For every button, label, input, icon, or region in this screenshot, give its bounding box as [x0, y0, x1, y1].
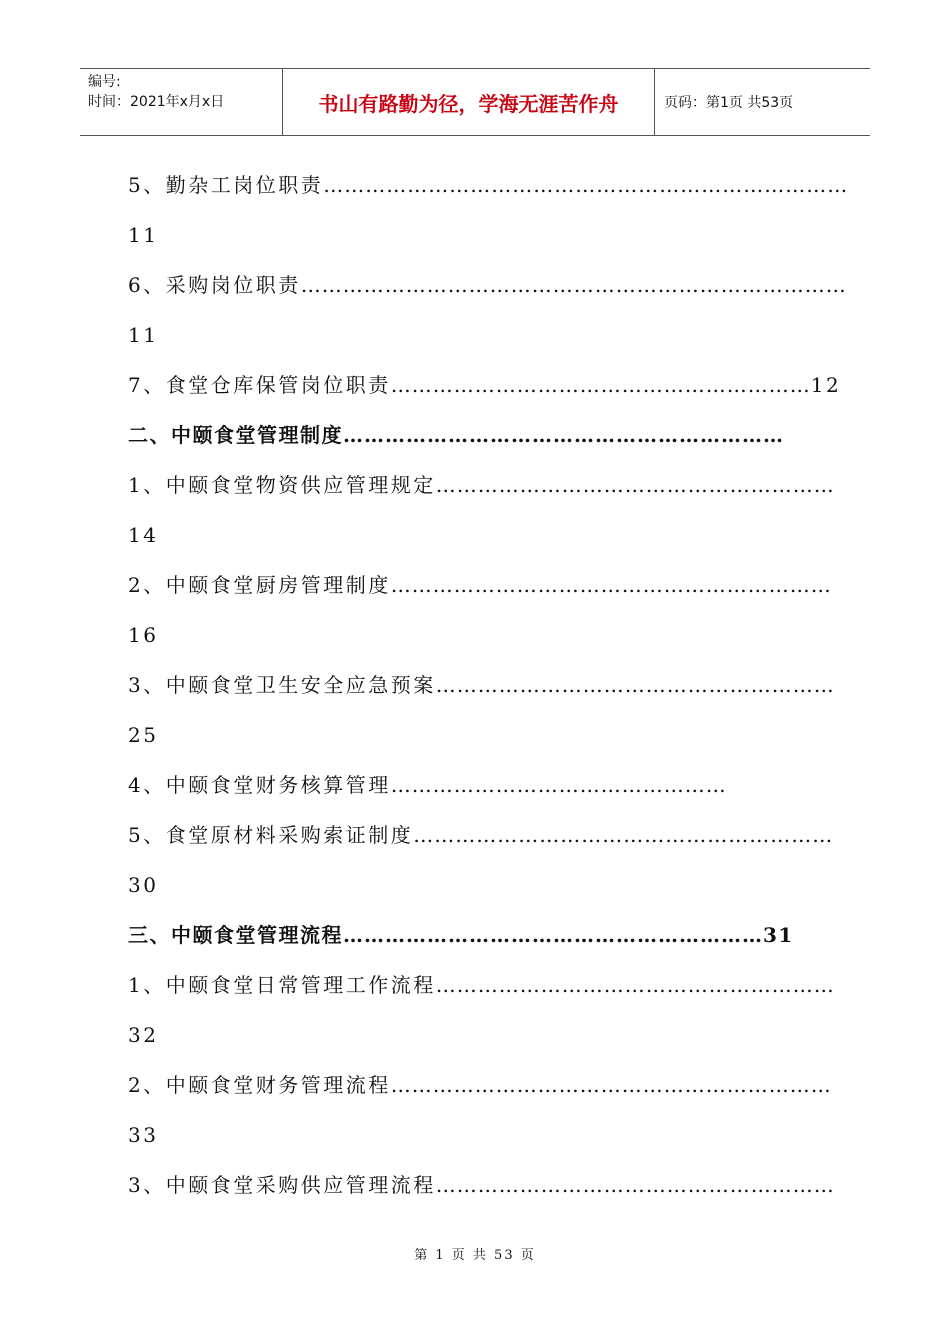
time-label: 时间：2021年x月x日: [88, 94, 225, 110]
toc-leader-dots: …………………………………………: [390, 773, 727, 797]
toc-entry: [128, 660, 835, 710]
toc-entry: [128, 710, 828, 760]
header-page-info: 页码：第1页 共53页: [664, 95, 794, 111]
toc-entry: [128, 760, 828, 810]
toc-page-number: 31: [763, 923, 794, 947]
toc-entry: [128, 460, 835, 510]
toc-entry: [128, 360, 842, 410]
toc-entry-text: 5、食堂原材料采购索证制度: [128, 823, 414, 847]
toc-entry: [128, 910, 828, 960]
toc-entry-text: 32: [128, 1023, 159, 1047]
page-header: [80, 68, 870, 136]
toc-leader-dots: …………………………………………………: [435, 973, 835, 997]
toc-entry-text: 25: [128, 723, 159, 747]
toc-entry-text: 33: [128, 1123, 159, 1147]
toc-entry-text: 1、中颐食堂物资供应管理规定: [128, 473, 436, 497]
toc-leader-dots: ……………………………………………………: [413, 823, 834, 847]
toc-leader-dots: ………………………………………………………: [390, 573, 832, 597]
toc-entry-text: 7、食堂仓库保管岗位职责: [128, 373, 391, 397]
toc-entry-text: 14: [128, 523, 159, 547]
toc-entry-text: 11: [128, 323, 159, 347]
toc-entry: [128, 160, 849, 210]
toc-leader-dots: ………………………………………………………: [343, 423, 784, 447]
toc-leader-dots: ……………………………………………………: [390, 373, 811, 397]
toc-entry-text: 4、中颐食堂财务核算管理: [128, 773, 391, 797]
toc-leader-dots: …………………………………………………: [435, 673, 835, 697]
toc-page-number: 12: [810, 373, 842, 397]
toc-entry: [128, 260, 847, 310]
number-label: 编号:: [88, 74, 121, 90]
toc-leader-dots: ……………………………………………………………………: [300, 273, 847, 297]
toc-entry: [128, 960, 835, 1010]
toc-entry: [128, 810, 834, 860]
toc-entry: [128, 1110, 828, 1160]
toc-entry: [128, 1160, 835, 1210]
toc-entry: [128, 210, 828, 260]
page-footer: 第 1 页 共 53 页: [414, 1248, 536, 1263]
toc-leader-dots: …………………………………………………: [435, 473, 835, 497]
toc-entry: [128, 410, 828, 460]
toc-entry: [128, 860, 828, 910]
toc-leader-dots: …………………………………………………: [435, 1173, 835, 1197]
header-motto: 书山有路勤为径，学海无涯苦作舟: [283, 69, 655, 135]
toc-entry-text: 30: [128, 873, 159, 897]
toc-entry-text: 16: [128, 623, 159, 647]
toc-entry: [128, 1060, 832, 1110]
toc-entry-text: 3、中颐食堂卫生安全应急预案: [128, 673, 436, 697]
toc-entry: [128, 510, 828, 560]
toc-entry-text: 二、中颐食堂管理制度: [128, 423, 343, 447]
toc-entry: [128, 610, 828, 660]
table-of-contents: [128, 160, 849, 1210]
toc-leader-dots: …………………………………………………………………: [323, 173, 849, 197]
toc-leader-dots: ……………………………………………………: [343, 923, 763, 947]
toc-entry-text: 3、中颐食堂采购供应管理流程: [128, 1173, 436, 1197]
toc-entry-text: 三、中颐食堂管理流程: [128, 923, 343, 947]
toc-entry-text: 5、勤杂工岗位职责: [128, 173, 324, 197]
toc-entry-text: 2、中颐食堂厨房管理制度: [128, 573, 391, 597]
toc-entry-text: 1、中颐食堂日常管理工作流程: [128, 973, 436, 997]
toc-entry-text: 6、采购岗位职责: [128, 273, 301, 297]
toc-entry-text: 11: [128, 223, 159, 247]
toc-leader-dots: ………………………………………………………: [390, 1073, 832, 1097]
toc-entry: [128, 310, 828, 360]
toc-entry: [128, 1010, 828, 1060]
toc-entry: [128, 560, 832, 610]
toc-entry-text: 2、中颐食堂财务管理流程: [128, 1073, 391, 1097]
header-meta: [80, 69, 283, 135]
